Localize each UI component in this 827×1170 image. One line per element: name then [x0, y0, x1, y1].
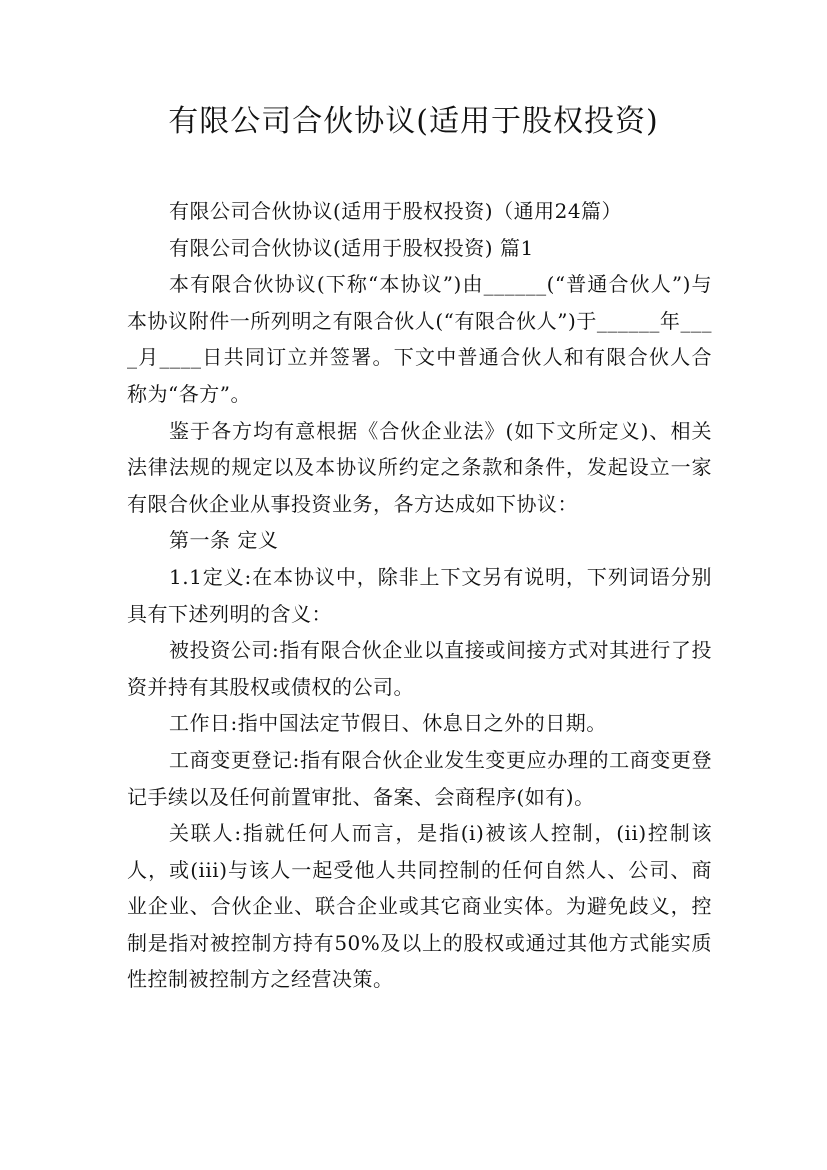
paragraph-definition-intro: 1.1定义:在本协议中，除非上下文另有说明，下列词语分别具有下述列明的含义： — [127, 564, 712, 626]
paragraph-subtitle: 有限公司合伙协议(适用于股权投资)（通用24篇） — [169, 199, 623, 223]
document-body — [127, 193, 712, 998]
paragraph-recital: 鉴于各方均有意根据《合伙企业法》(如下文所定义)、相关法律法规的规定以及本协议所约定之条款和条件，发起设立一家有限合伙企业从事投资业务，各方达成如下协议： — [127, 418, 712, 516]
paragraph-section-heading: 有限公司合伙协议(适用于股权投资) 篇1 — [169, 235, 534, 260]
paragraph-intro: 本有限合伙协议(下称“本协议”)由______(“普通合伙人”)与本协议附件一所列明之有限合伙人(“有限合伙人”)于______年____月____日共同订立并签署。下文中普通合伙人和有限合伙人合称为“各方”。 — [127, 272, 712, 406]
article-heading: 第一条 定义 — [169, 528, 279, 553]
paragraph-definition-affiliate: 关联人:指就任何人而言，是指(i)被该人控制，(ii)控制该人，或(iii)与该人一起受他人共同控制的任何自然人、公司、商业企业、合伙企业、联合企业或其它商业实体。为避免歧义，控制是指对被控制方持有50%及以上的股权或通过其他方式能实质性控制被控制方之经营决策。 — [127, 821, 712, 992]
paragraph-definition-workday: 工作日:指中国法定节假日、休息日之外的日期。 — [169, 711, 607, 736]
document-title: 有限公司合伙协议(适用于股权投资) — [168, 104, 659, 139]
paragraph-definition-registration: 工商变更登记:指有限合伙企业发生变更应办理的工商变更登记手续以及任何前置审批、备案、会商程序(如有)。 — [127, 747, 712, 809]
paragraph-definition-investee: 被投资公司:指有限合伙企业以直接或间接方式对其进行了投资并持有其股权或债权的公司。 — [127, 638, 712, 699]
